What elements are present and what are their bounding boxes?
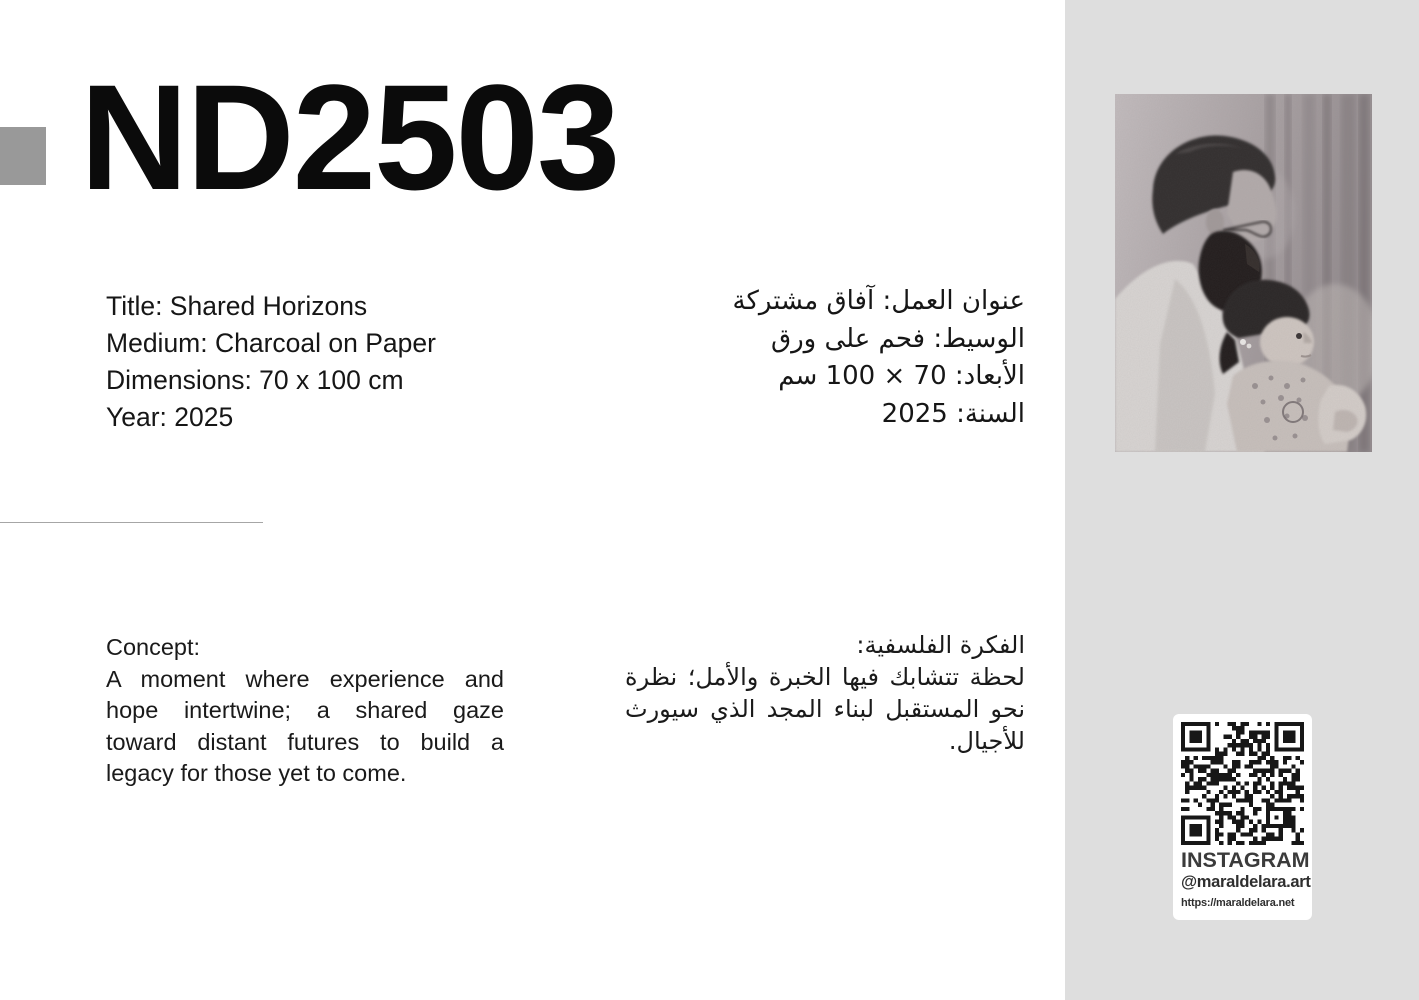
concept-body: A moment where experience and hope intertwine; a shared gaze toward distant futures to build a legacy for those yet to come. — [106, 665, 504, 786]
instagram-handle: @maraldelara.art — [1181, 873, 1311, 891]
artwork-code-heading: ND2503 — [80, 53, 619, 221]
accent-square — [0, 127, 46, 185]
concept-arabic — [625, 629, 1025, 757]
concept-english — [106, 632, 504, 790]
detail-title-ar: عنوان العمل: آفاق مشتركة — [732, 286, 1025, 316]
artwork-details-english — [106, 288, 436, 436]
detail-year: Year: 2025 — [106, 402, 234, 432]
concept-heading-ar: الفكرة الفلسفية: — [856, 631, 1025, 659]
detail-title: Title: Shared Horizons — [106, 291, 368, 321]
artwork-image — [1115, 94, 1372, 452]
qr-contact-card — [1173, 714, 1312, 920]
detail-medium: Medium: Charcoal on Paper — [106, 328, 436, 358]
divider-line — [0, 522, 263, 523]
instagram-label: INSTAGRAM — [1181, 848, 1310, 872]
concept-heading: Concept: — [106, 634, 201, 660]
detail-dimensions: Dimensions: 70 x 100 cm — [106, 365, 404, 395]
artwork-details-arabic — [733, 283, 1025, 433]
concept-body-ar: لحظة تتشابك فيها الخبرة والأمل؛ نظرة نحو المستقبل لبناء المجد الذي سيورث للأجيال. — [625, 663, 1025, 755]
qr-code — [1181, 722, 1304, 845]
sidebar — [1065, 0, 1419, 1000]
detail-dimensions-ar: الأبعاد: 70 × 100 سم — [778, 361, 1025, 391]
website-url: https://maraldelara.net — [1181, 897, 1295, 909]
detail-medium-ar: الوسيط: فحم على ورق — [770, 323, 1025, 354]
detail-year-ar: السنة: 2025 — [881, 398, 1025, 429]
